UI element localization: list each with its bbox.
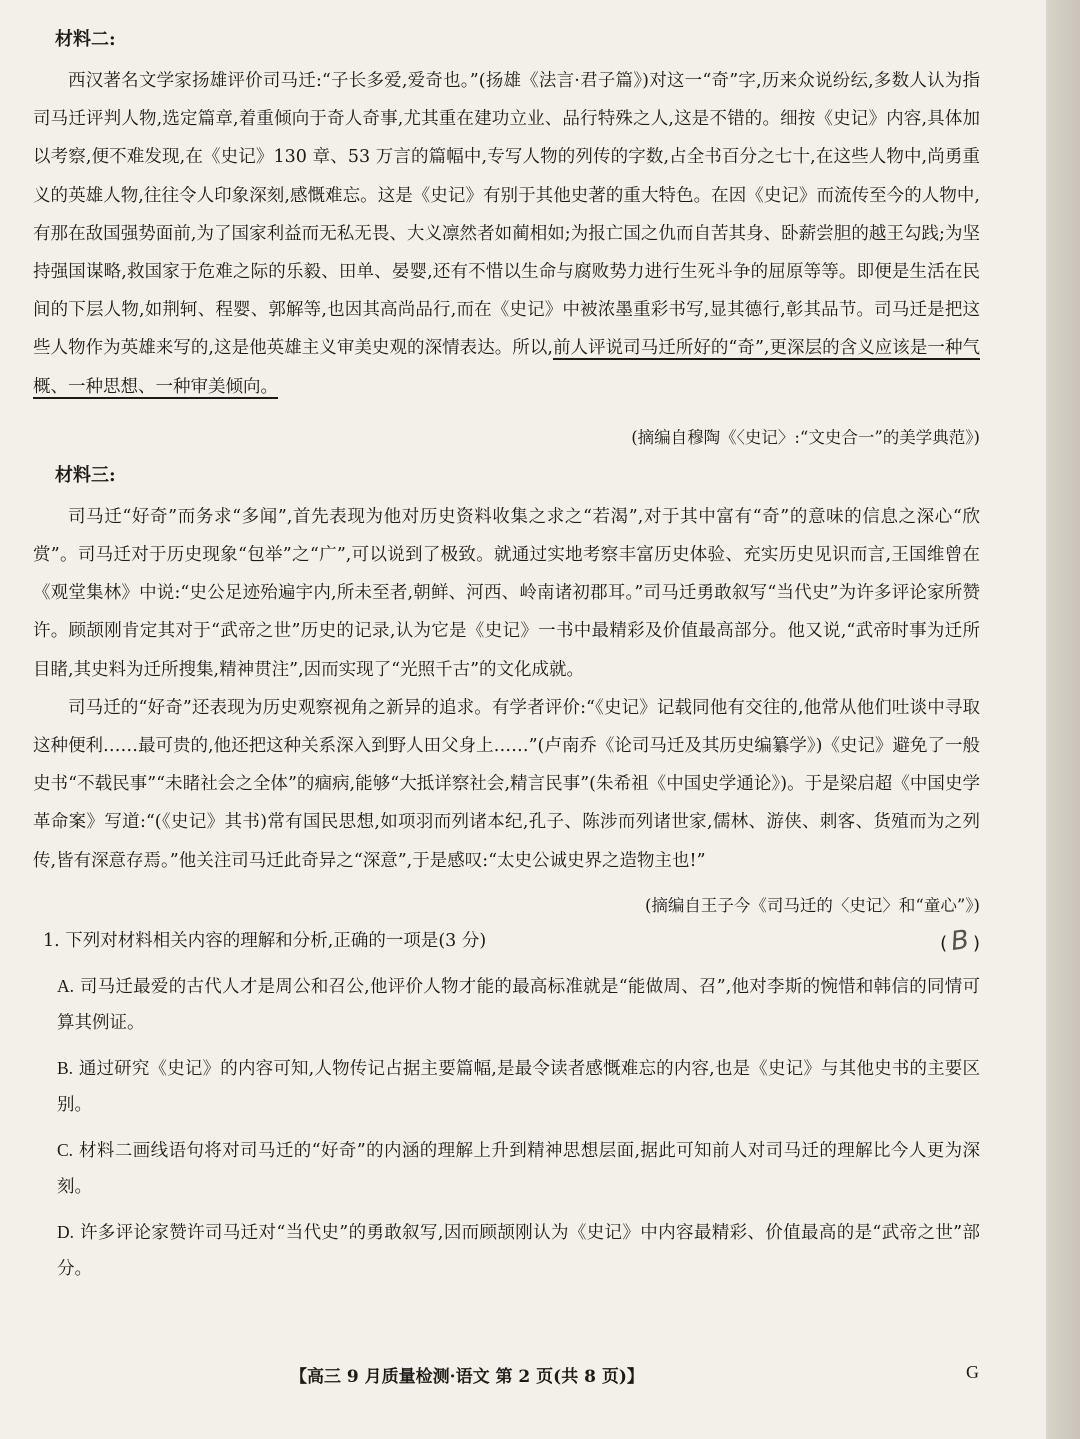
answer-blank [940,926,980,959]
material2-paragraph [33,62,980,406]
material3-source: (摘编自王子今《司马迁的〈史记〉和“童心”》) [645,895,980,915]
option-d [57,1214,980,1287]
page-edge [1046,0,1080,1439]
option-letter: D. [57,1221,75,1242]
option-a [57,968,980,1041]
footer-version-code: G [966,1362,979,1382]
material2-text: 西汉著名文学家扬雄评价司马迁:“子长多爱,爱奇也。”(扬雄《法言·君子篇》)对这一“奇”字,历来众说纷纭,多数人认为指司马迁评判人物,选定篇章,着重倾向于奇人奇事,尤其重在建功立业、品行特殊之人,这是不错的。细按《史记》内容,具体加以考察,便不难发现,在《史记》130 章、53 万言的篇幅中,专写人物的列传的字数,占全书百分之七十,在这些人物中,尚勇重义的英雄人物,往往令人印象深刻,感慨难忘。这是《史记》有别于其他史著的重大特色。在因《史记》而流传至今的人物中,有那在敌国强势面前,为了国家利益而无私无畏、大义凛然者如蔺相如;为报亡国之仇而自苦其身、卧薪尝胆的越王勾践;为坚持强国谋略,救国家于危难之际的乐毅、田单、晏婴,还有不惜以生命与腐败势力进行生死斗争的屈原等等。即便是生活在民间的下层人物,如荆轲、程婴、郭解等,也因其高尚品行,而在《史记》中被浓墨重彩书写,显其德行,彰其品节。司马迁是把这些人物作为英雄来写的,这是他英雄主义审美史观的深情表达。所以, [33,71,980,359]
material2-heading: 材料二: [55,29,116,50]
option-text: 许多评论家赞许司马迁对“当代史”的勇敢叙写,因而顾颉刚认为《史记》中内容最精彩、价值最高的是“武帝之世”部分。 [57,1222,980,1279]
option-letter: C. [57,1139,74,1160]
answer-paren-close: ) [972,932,980,954]
option-letter: B. [57,1057,74,1078]
question-1 [33,926,980,1287]
handwritten-answer: B [949,924,971,957]
material3-paragraph-1: 司马迁“好奇”而务求“多闻”,首先表现为他对历史资料收集之求之“若渴”,对于其中富有“奇”的意味的信息之深心“欣赏”。司马迁对于历史现象“包举”之“广”,可以说到了极致。就通过实地考察丰富历史体验、充实历史见识而言,王国维曾在《观堂集林》中说:“史公足迹殆遍宇内,所未至者,朝鲜、河西、岭南诸初郡耳。”司马迁勇敢叙写“当代史”为许多评论家所赞许。顾颉刚肯定其对于“武帝之世”历史的记录,认为它是《史记》一书中最精彩及价值最高部分。他又说,“武帝时事为迁所目睹,其史料为迁所搜集,精神贯注”,因而实现了“光照千古”的文化成就。 [33,506,980,680]
question-1-stem-row [43,926,980,959]
option-text: 材料二画线语句将对司马迁的“好奇”的内涵的理解上升到精神思想层面,据此可知前人对司马迁的理解比今人更为深刻。 [57,1140,980,1197]
option-b [57,1050,980,1123]
option-c [57,1132,980,1205]
option-text: 通过研究《史记》的内容可知,人物传记占据主要篇幅,是最令读者感慨难忘的内容,也是《史记》与其他史书的主要区别。 [57,1058,980,1115]
material3-paragraph-2: 司马迁的“好奇”还表现为历史观察视角之新异的追求。有学者评价:“《史记》记载同他有交往的,他常从他们吐谈中寻取这种便利……最可贵的,他还把这种关系深入到野人田父身上……”(卢南乔《论司马迁及其历史编纂学》)《史记》避免了一般史书“不载民事”“未睹社会之全体”的痼病,能够“大抵详察社会,精言民事”(朱希祖《中国史学通论》)。于是梁启超《中国史学革命案》写道:“(《史记》其书)常有国民思想,如项羽而列诸本纪,孔子、陈涉而列诸世家,儒林、游侠、刺客、货殖而为之列传,皆有深意存焉。”他关注司马迁此奇异之“深意”,于是感叹:“太史公诚史界之造物主也!” [33,697,980,871]
material3-heading: 材料三: [55,464,116,486]
option-letter: A. [57,975,75,996]
material2-underlined-sentence: 前人评说司马迁所好的“奇”,更深层的含义应该是一种气概、一种思想、一种审美倾向。 [33,338,980,397]
page-content [33,28,980,1287]
option-text: 司马迁最爱的古代人才是周公和召公,他评价人物才能的最高标准就是“能做周、召”,他对李斯的惋惜和韩信的同情可算其例证。 [57,976,980,1033]
material2-source: (摘编自穆陶《〈史记〉:“文史合一”的美学典范》) [631,427,980,447]
footer-page-info: 【高三 9 月质量检测·语文 第 2 页(共 8 页)】 [290,1367,644,1387]
answer-paren-open: ( [940,932,948,954]
question-1-stem: 1. 下列对材料相关内容的理解和分析,正确的一项是(3 分) [43,930,487,951]
